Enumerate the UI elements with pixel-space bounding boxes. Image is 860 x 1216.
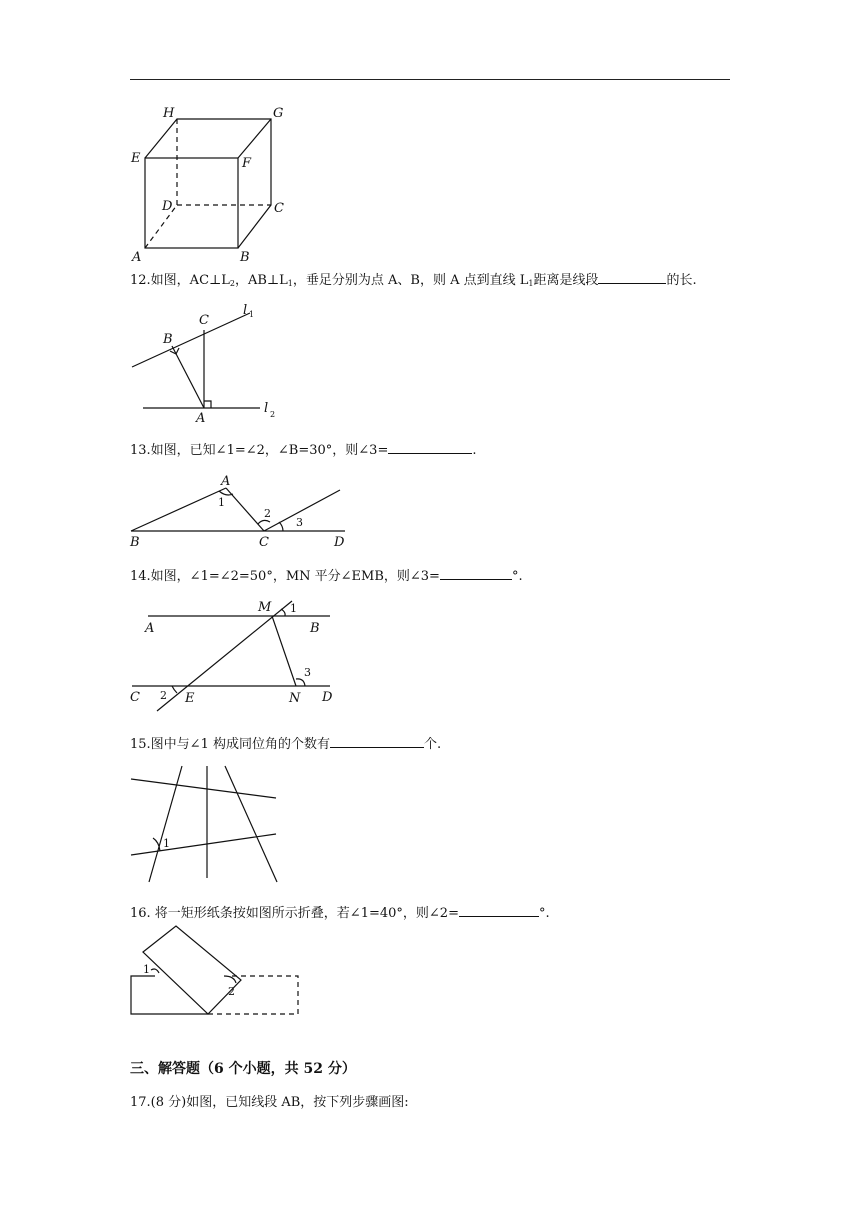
fig12-label-l1-sub: 1 [249,310,255,319]
fig12-label-l2: l [264,401,269,416]
fig14-label-3: 3 [304,666,311,679]
fig14-label-1: 1 [290,602,297,615]
section-heading: 三、解答题（6 个小题，共 52 分） [130,1061,356,1077]
cube-label-a: A [132,250,142,265]
answer-blank-12[interactable] [598,270,666,284]
cube-label-e: E [131,151,141,166]
question-16: 16. 将一矩形纸条按如图所示折叠，若∠1=40°，则∠2= °. [130,903,550,923]
cube-label-c: C [274,201,284,216]
fig13-label-d: D [334,535,345,550]
cube-label-f: F [242,156,252,171]
fig16-label-2: 2 [228,985,235,998]
answer-blank-15[interactable] [330,734,424,748]
fig13-label-a: A [221,474,231,489]
fig13-label-b: B [130,535,140,550]
fig16-label-1: 1 [143,963,150,976]
fig14-label-c: C [130,690,140,705]
answer-blank-13[interactable] [388,440,472,454]
question-14: 14.如图，∠1=∠2=50°，MN 平分∠EMB，则∠3= °. [130,566,523,586]
cube-label-b: B [240,250,250,265]
fig14-label-d: D [322,690,333,705]
fig13-label-1: 1 [218,496,225,509]
fig12-label-l2-sub: 2 [270,410,276,419]
cube-label-d: D [162,199,173,214]
cube-label-g: G [273,106,284,121]
fig13-label-2: 2 [264,507,271,520]
fig14-label-e: E [185,691,195,706]
fig12-label-l1: l [243,303,248,318]
fig12-label-b: B [163,332,173,347]
fig14-label-n: N [289,691,301,706]
fig14-label-2: 2 [160,689,167,702]
question-12: 12.如图，$AC\perp L_2$，$AB\perp L_1$，垂足分别为点 A、B，则 A 点到直线 $L_1$距离是线段 的长. [130,270,697,293]
fig12-label-a: A [196,411,206,426]
answer-blank-16[interactable] [459,903,539,917]
fig14-label-m: M [258,600,272,615]
fig14-label-a: A [145,621,155,636]
question-13: 13.如图，已知∠1=∠2，∠B=30°，则∠3= . [130,440,476,460]
header-rule [130,79,730,80]
question-15: 15.图中与∠1 构成同位角的个数有 个. [130,734,441,754]
question-17: 17.(8 分)如图，已知线段 AB，按下列步骤画图: [130,1095,409,1110]
fig13-label-c: C [259,535,269,550]
fig14-label-b: B [310,621,320,636]
answer-blank-14[interactable] [440,566,512,580]
fig13-label-3: 3 [296,516,303,529]
fig12-label-c: C [199,313,209,328]
cube-label-h: H [163,106,175,121]
fig15-label-1: 1 [163,837,170,850]
